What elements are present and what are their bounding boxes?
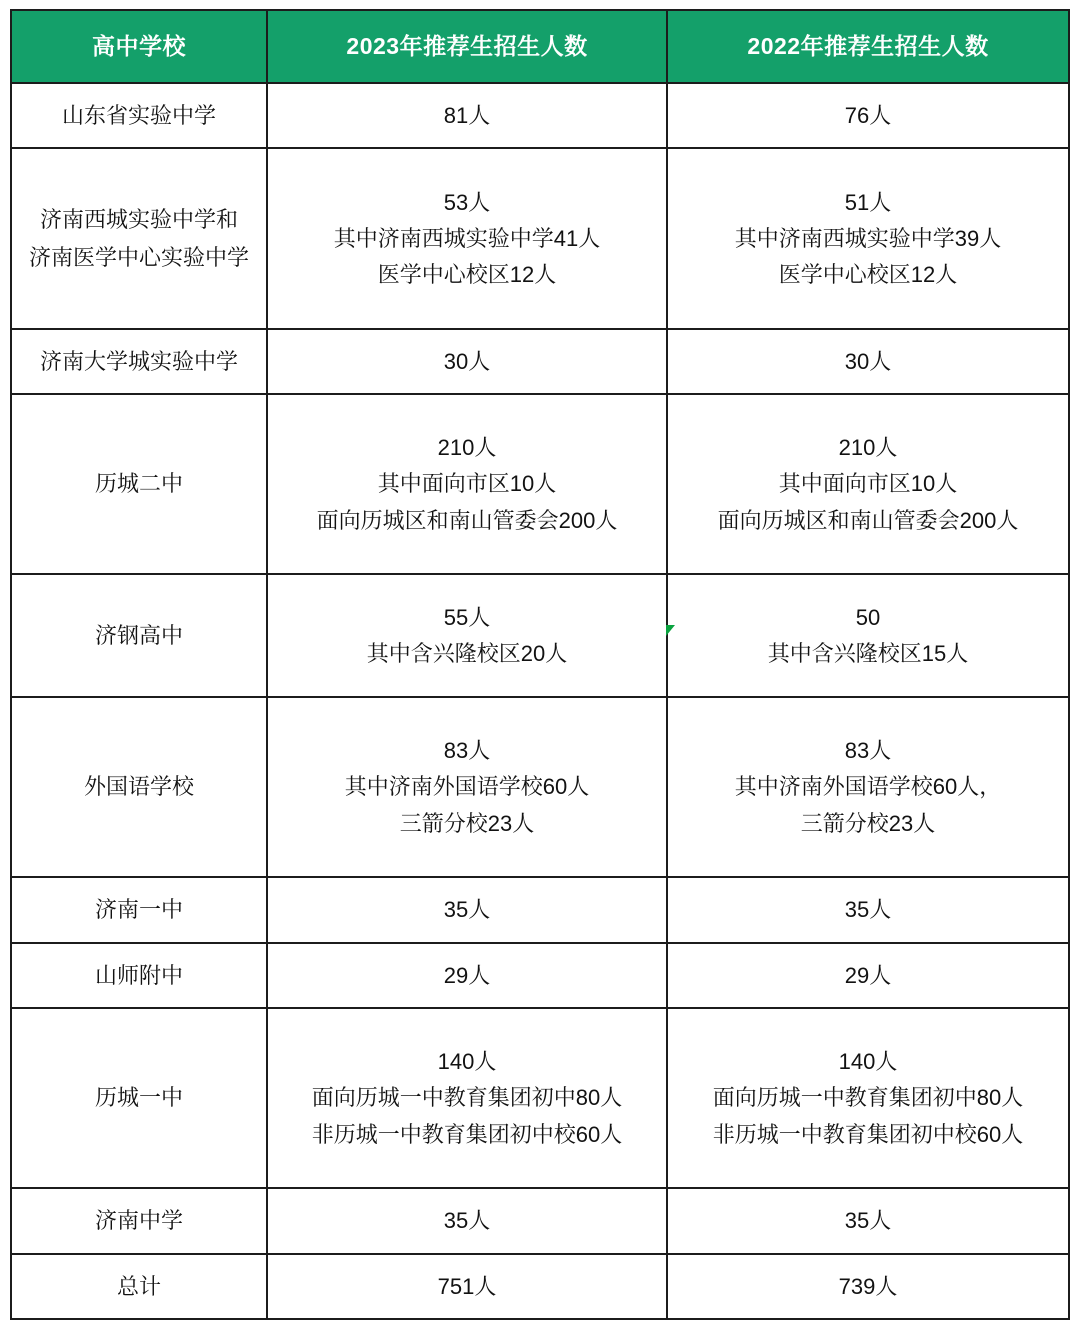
cell-school-line: 外国语学校 [83,774,194,800]
cell-2023-count [267,148,667,328]
cell-2023-count-line: 医学中心校区12人 [377,262,557,288]
cell-school [11,697,267,877]
cell-2023-count-line: 81人 [443,103,491,129]
cell-2023-count-line: 其中面向市区10人 [377,471,557,497]
cell-2022-count-line: 29人 [844,962,892,988]
table-row [11,697,1069,877]
cell-2022-count-line: 面向历城区和南山管委会200人 [717,507,1019,533]
cell-2022-count-line: 140人 [838,1049,898,1075]
cell-school-line: 济南中学 [94,1208,183,1234]
cell-2022-count [667,148,1069,328]
cell-2023-count-line: 210人 [437,435,497,461]
cell-2022-count-line: 其中面向市区10人 [778,471,958,497]
cell-2022-count-line: 其中济南西城实验中学39人 [734,225,1002,251]
cell-2023-count-line: 非历城一中教育集团初中校60人 [311,1121,623,1147]
column-header-2022: 2022年推荐生招生人数 [667,10,1069,83]
cell-2023-count [267,943,667,1008]
cell-school-line: 历城一中 [94,1085,183,1111]
table-header [11,10,1069,83]
cell-school [11,1188,267,1253]
cell-2022-count [667,1008,1069,1188]
cell-school [11,1254,267,1319]
cell-2022-count [667,697,1069,877]
table-row [11,83,1069,148]
cell-school-line: 山东省实验中学 [61,103,216,129]
cell-2022-count-line: 非历城一中教育集团初中校60人 [712,1121,1024,1147]
table-row [11,574,1069,697]
table-row [11,1254,1069,1319]
cell-2022-count-line: 51人 [844,189,892,215]
cell-2022-count-line: 30人 [844,348,892,374]
cell-2023-count-line: 面向历城区和南山管委会200人 [316,507,618,533]
table-row [11,1188,1069,1253]
cell-school-line: 总计 [116,1273,161,1299]
table-row [11,1008,1069,1188]
column-header-school: 高中学校 [11,10,267,83]
cell-2022-count-line: 739人 [838,1273,898,1299]
cell-2022-count-line: 面向历城一中教育集团初中80人 [712,1085,1024,1111]
cell-school [11,329,267,394]
cell-2023-count [267,394,667,574]
cell-school [11,394,267,574]
cell-2023-count [267,1008,667,1188]
table-row [11,329,1069,394]
cell-2022-count-line: 35人 [844,897,892,923]
table-row [11,877,1069,942]
cell-2023-count-line: 35人 [443,1208,491,1234]
cell-school-line: 山师附中 [94,962,183,988]
cell-2023-count-line: 83人 [443,738,491,764]
cell-2023-count-line: 35人 [443,897,491,923]
cell-2023-count [267,877,667,942]
table-row [11,148,1069,328]
table-row [11,394,1069,574]
cell-2022-count [667,329,1069,394]
cell-2022-count [667,1254,1069,1319]
cell-2023-count-line: 30人 [443,348,491,374]
cell-2023-count-line: 其中含兴隆校区20人 [366,641,568,667]
cell-2023-count-line: 53人 [443,189,491,215]
cell-2022-count-line: 医学中心校区12人 [778,262,958,288]
cell-2023-count-line: 751人 [437,1273,497,1299]
cell-school [11,1008,267,1188]
cell-2022-count [667,943,1069,1008]
cell-school [11,148,267,328]
cell-2023-count-line: 29人 [443,962,491,988]
cell-school-line: 济南医学中心实验中学 [28,244,249,270]
cell-2023-count [267,697,667,877]
cell-2022-count-line: 三箭分校23人 [800,810,936,836]
cell-2023-count-line: 面向历城一中教育集团初中80人 [311,1085,623,1111]
cell-2023-count [267,83,667,148]
cell-2022-count [667,394,1069,574]
cell-2023-count [267,1188,667,1253]
cell-2023-count-line: 三箭分校23人 [399,810,535,836]
table-row [11,943,1069,1008]
cell-2022-count-line: 76人 [844,103,892,129]
cell-school-line: 济南大学城实验中学 [39,348,238,374]
recommendation-admissions-table [10,9,1070,1320]
header-row [11,10,1069,83]
cell-2023-count-line: 其中济南外国语学校60人 [344,774,590,800]
cell-school [11,83,267,148]
cell-school-line: 济南一中 [94,897,183,923]
cell-2023-count [267,1254,667,1319]
cell-2022-count-line: 83人 [844,738,892,764]
cell-2022-count [667,83,1069,148]
cell-2023-count [267,329,667,394]
cell-school-line: 历城二中 [94,471,183,497]
recommendation-table-container [10,9,1068,1320]
cell-2023-count [267,574,667,697]
cell-2023-count-line: 140人 [437,1049,497,1075]
cell-2022-count-line: 其中含兴隆校区15人 [767,641,969,667]
cell-2022-count-line: 其中济南外国语学校60人， [734,774,1002,800]
column-header-2023: 2023年推荐生招生人数 [267,10,667,83]
cell-2022-count-line: 50 [855,604,881,630]
cell-school [11,943,267,1008]
cell-2022-count-line: 210人 [838,435,898,461]
cell-school-line: 济南西城实验中学和 [39,206,238,232]
cell-school [11,877,267,942]
cell-2023-count-line: 其中济南西城实验中学41人 [333,225,601,251]
cell-2022-count [667,877,1069,942]
table-body [11,83,1069,1319]
cell-2022-count [667,1188,1069,1253]
cell-2022-count [667,574,1069,697]
cell-school [11,574,267,697]
cell-school-line: 济钢高中 [94,622,183,648]
cell-2023-count-line: 55人 [443,604,491,630]
cell-2022-count-line: 35人 [844,1208,892,1234]
